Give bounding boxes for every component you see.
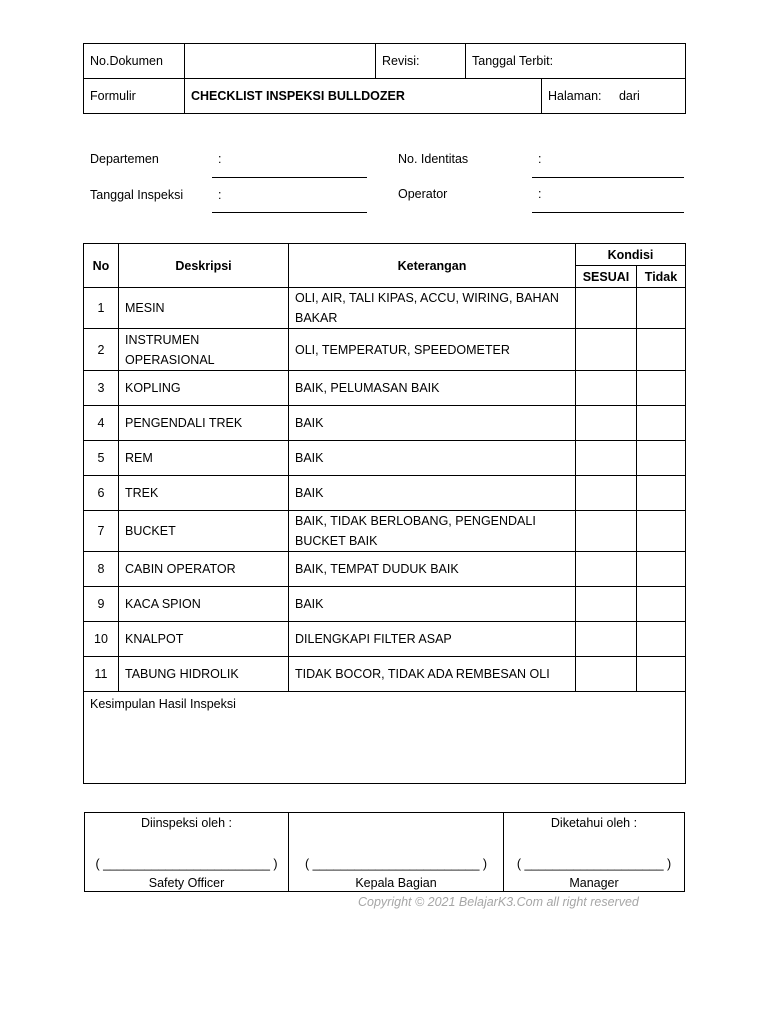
checklist-table — [83, 243, 686, 784]
table-row — [84, 587, 686, 622]
row-sesuai-cell[interactable] — [576, 511, 637, 552]
row-tidak-cell[interactable] — [637, 511, 686, 552]
departemen-input-line[interactable] — [212, 177, 367, 178]
row-no: 1 — [84, 288, 119, 329]
signature-cell-kepala-bagian[interactable] — [289, 813, 504, 892]
row-deskripsi: TREK — [119, 476, 289, 511]
diinspeksi-label: Diinspeksi oleh : — [140, 816, 232, 830]
document-header-table — [83, 43, 686, 114]
row-deskripsi: CABIN OPERATOR — [119, 552, 289, 587]
row-sesuai-cell[interactable] — [576, 476, 637, 511]
no-identitas-colon: : — [538, 152, 542, 166]
col-deskripsi-header: Deskripsi — [119, 244, 289, 288]
no-identitas-input-line[interactable] — [532, 177, 684, 178]
row-no: 9 — [84, 587, 119, 622]
row-sesuai-cell[interactable] — [576, 441, 637, 476]
row-tidak-cell[interactable] — [637, 441, 686, 476]
row-tidak-cell[interactable] — [637, 622, 686, 657]
row-keterangan: TIDAK BOCOR, TIDAK ADA REMBESAN OLI — [289, 657, 576, 692]
signature-line-manager: ( ____________________ ) — [516, 857, 672, 871]
operator-label: Operator — [398, 187, 448, 201]
row-no: 2 — [84, 329, 119, 371]
manager-label: Manager — [569, 876, 619, 890]
tanggal-terbit-label: Tanggal Terbit: — [466, 44, 686, 79]
row-deskripsi: KOPLING — [119, 371, 289, 406]
table-row — [84, 552, 686, 587]
form-title: CHECKLIST INSPEKSI BULLDOZER — [185, 79, 542, 114]
col-no-header: No — [84, 244, 119, 288]
halaman-cell — [542, 79, 686, 114]
kepala-bagian-label: Kepala Bagian — [355, 876, 437, 890]
row-tidak-cell[interactable] — [637, 329, 686, 371]
row-no: 10 — [84, 622, 119, 657]
row-tidak-cell[interactable] — [637, 371, 686, 406]
row-keterangan: OLI, AIR, TALI KIPAS, ACCU, WIRING, BAHAN BAKAR — [289, 288, 576, 329]
row-no: 7 — [84, 511, 119, 552]
tanggal-inspeksi-input-line[interactable] — [212, 212, 367, 213]
row-deskripsi: BUCKET — [119, 511, 289, 552]
kesimpulan-area[interactable] — [84, 692, 686, 784]
row-keterangan: BAIK, PELUMASAN BAIK — [289, 371, 576, 406]
row-deskripsi: PENGENDALI TREK — [119, 406, 289, 441]
formulir-label: Formulir — [84, 79, 185, 114]
row-deskripsi: REM — [119, 441, 289, 476]
row-keterangan: BAIK, TEMPAT DUDUK BAIK — [289, 552, 576, 587]
row-sesuai-cell[interactable] — [576, 288, 637, 329]
departemen-colon: : — [218, 152, 222, 166]
signature-cell-manager[interactable] — [504, 813, 685, 892]
col-sesuai-header: SESUAI — [576, 266, 637, 288]
table-row — [84, 476, 686, 511]
row-deskripsi: TABUNG HIDROLIK — [119, 657, 289, 692]
copyright-notice: Copyright © 2021 BelajarK3.Com all right reserved — [358, 895, 639, 909]
table-row — [84, 371, 686, 406]
signature-line-safety-officer: ( ________________________ ) — [95, 857, 278, 871]
row-tidak-cell[interactable] — [637, 406, 686, 441]
no-dokumen-field[interactable] — [185, 44, 376, 79]
row-sesuai-cell[interactable] — [576, 587, 637, 622]
row-keterangan: BAIK — [289, 587, 576, 622]
row-no: 5 — [84, 441, 119, 476]
no-dokumen-label: No.Dokumen — [84, 44, 185, 79]
row-deskripsi: INSTRUMEN OPERASIONAL — [119, 329, 289, 371]
row-keterangan: BAIK — [289, 476, 576, 511]
row-no: 6 — [84, 476, 119, 511]
table-row — [84, 657, 686, 692]
table-row — [84, 329, 686, 371]
row-no: 11 — [84, 657, 119, 692]
signature-cell-inspector[interactable] — [85, 813, 289, 892]
table-row — [84, 441, 686, 476]
row-keterangan: BAIK — [289, 406, 576, 441]
halaman-label: Halaman: — [548, 89, 602, 103]
kesimpulan-label: Kesimpulan Hasil Inspeksi — [90, 697, 236, 711]
col-kondisi-header: Kondisi — [576, 244, 686, 266]
row-keterangan: BAIK — [289, 441, 576, 476]
row-sesuai-cell[interactable] — [576, 371, 637, 406]
table-row — [84, 622, 686, 657]
col-keterangan-header: Keterangan — [289, 244, 576, 288]
operator-colon: : — [538, 187, 542, 201]
tanggal-inspeksi-colon: : — [218, 188, 222, 202]
row-sesuai-cell[interactable] — [576, 622, 637, 657]
row-sesuai-cell[interactable] — [576, 552, 637, 587]
row-keterangan: DILENGKAPI FILTER ASAP — [289, 622, 576, 657]
row-sesuai-cell[interactable] — [576, 329, 637, 371]
row-keterangan: OLI, TEMPERATUR, SPEEDOMETER — [289, 329, 576, 371]
row-sesuai-cell[interactable] — [576, 657, 637, 692]
checklist-rows — [84, 288, 686, 784]
row-tidak-cell[interactable] — [637, 587, 686, 622]
row-no: 3 — [84, 371, 119, 406]
revisi-label: Revisi: — [376, 44, 466, 79]
row-no: 4 — [84, 406, 119, 441]
departemen-label: Departemen — [90, 152, 159, 166]
table-row — [84, 406, 686, 441]
row-sesuai-cell[interactable] — [576, 406, 637, 441]
row-keterangan: BAIK, TIDAK BERLOBANG, PENGENDALI BUCKET BAIK — [289, 511, 576, 552]
diketahui-label: Diketahui oleh : — [550, 816, 638, 830]
table-row — [84, 511, 686, 552]
row-deskripsi: KACA SPION — [119, 587, 289, 622]
dari-label: dari — [618, 89, 640, 103]
row-tidak-cell[interactable] — [637, 288, 686, 329]
row-tidak-cell[interactable] — [637, 657, 686, 692]
row-no: 8 — [84, 552, 119, 587]
safety-officer-label: Safety Officer — [148, 876, 225, 890]
tanggal-inspeksi-label: Tanggal Inspeksi — [90, 188, 184, 202]
table-row — [84, 288, 686, 329]
no-identitas-label: No. Identitas — [398, 152, 469, 166]
row-deskripsi: MESIN — [119, 288, 289, 329]
operator-input-line[interactable] — [532, 212, 684, 213]
col-tidak-header: Tidak — [637, 266, 686, 288]
signature-table — [84, 812, 685, 892]
row-deskripsi: KNALPOT — [119, 622, 289, 657]
row-tidak-cell[interactable] — [637, 552, 686, 587]
row-tidak-cell[interactable] — [637, 476, 686, 511]
signature-line-kepala-bagian: ( ________________________ ) — [304, 857, 488, 871]
